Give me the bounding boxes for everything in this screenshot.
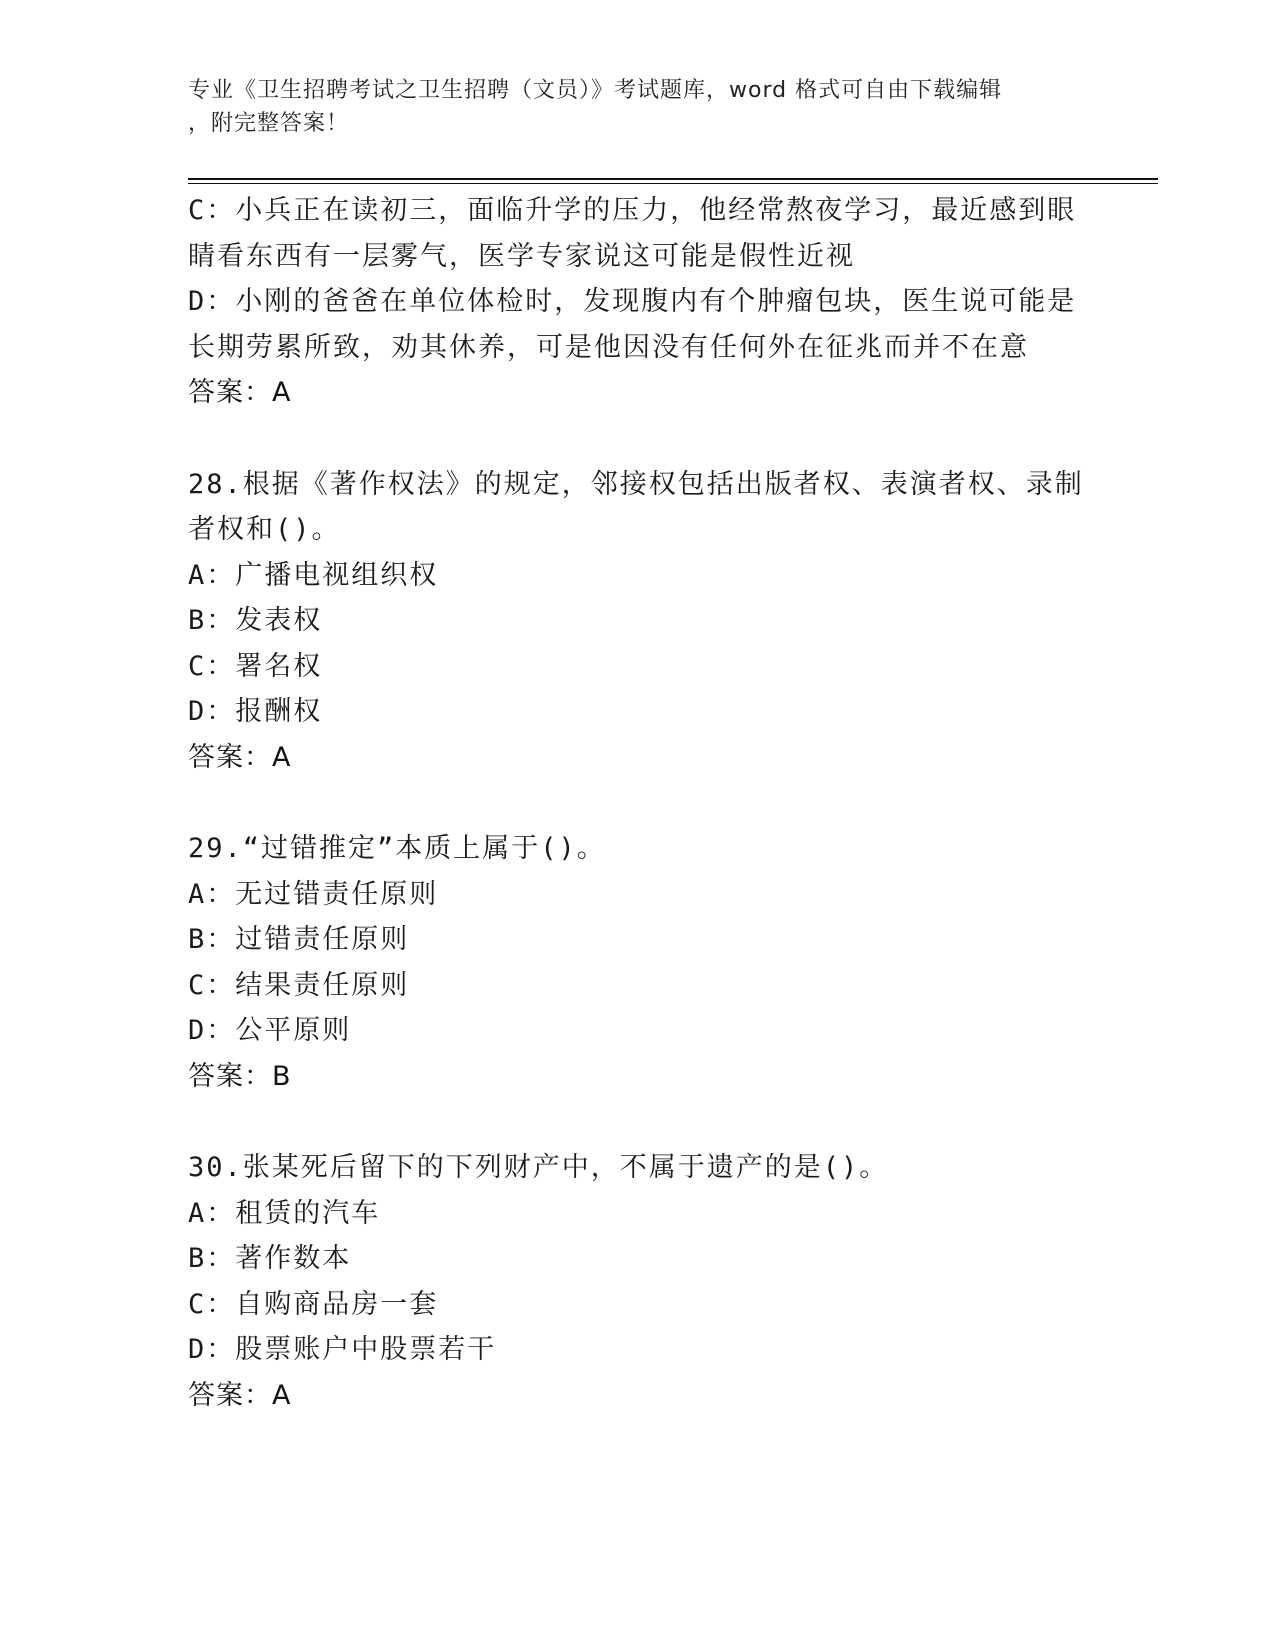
question-stem-line-1: 29.“过错推定”本质上属于()。 [188, 833, 606, 864]
document-header [188, 74, 1068, 140]
answer-line: 答案：A [188, 741, 292, 773]
header-divider-thick [188, 178, 1158, 180]
option-a: A：广播电视组织权 [188, 559, 439, 591]
spacer [188, 1099, 1088, 1145]
option-c-line-1: C：小兵正在读初三，面临升学的压力，他经常熬夜学习，最近感到眼 [188, 195, 1077, 226]
question-28 [188, 462, 1088, 781]
answer-line: 答案：A [188, 377, 292, 408]
option-c-line-2: 睛看东西有一层雾气，医学专家说这可能是假性近视 [188, 240, 855, 272]
header-divider-thin [188, 183, 1158, 184]
option-d: D：股票账户中股票若干 [188, 1334, 497, 1365]
option-d-line-2: 长期劳累所致，劝其休养，可是他因没有任何外在征兆而并不在意 [188, 331, 1029, 363]
answer-line: 答案：B [188, 1060, 292, 1092]
option-a: A：租赁的汽车 [188, 1197, 381, 1229]
header-line-1: 专业《卫生招聘考试之卫生招聘（文员）》考试题库，word 格式可自由下载编辑 [188, 78, 1003, 103]
option-c: C：署名权 [188, 650, 323, 682]
option-d: D：报酬权 [188, 696, 323, 727]
spacer [188, 416, 1088, 462]
option-b: B：过错责任原则 [188, 924, 410, 955]
question-stem-line-1: 30.张某死后留下的下列财产中，不属于遗产的是()。 [188, 1152, 889, 1183]
option-a: A：无过错责任原则 [188, 878, 439, 910]
question-stem-line-1: 28.根据《著作权法》的规定，邻接权包括出版者权、表演者权、录制 [188, 468, 1084, 500]
option-c: C：自购商品房一套 [188, 1288, 439, 1320]
answer-line: 答案：A [188, 1379, 292, 1411]
option-b: B：著作数本 [188, 1243, 352, 1274]
question-27-continued [188, 188, 1088, 416]
spacer [188, 780, 1088, 826]
option-b: B：发表权 [188, 605, 323, 636]
question-stem-line-2: 者权和()。 [188, 514, 341, 545]
question-29 [188, 826, 1088, 1099]
option-d: D：公平原则 [188, 1015, 352, 1046]
header-line-2: ，附完整答案！ [188, 111, 350, 136]
option-c: C：结果责任原则 [188, 969, 410, 1001]
question-30 [188, 1145, 1088, 1418]
question-list [188, 188, 1088, 1418]
option-d-line-1: D：小刚的爸爸在单位体检时，发现腹内有个肿瘤包块，医生说可能是 [188, 286, 1077, 317]
